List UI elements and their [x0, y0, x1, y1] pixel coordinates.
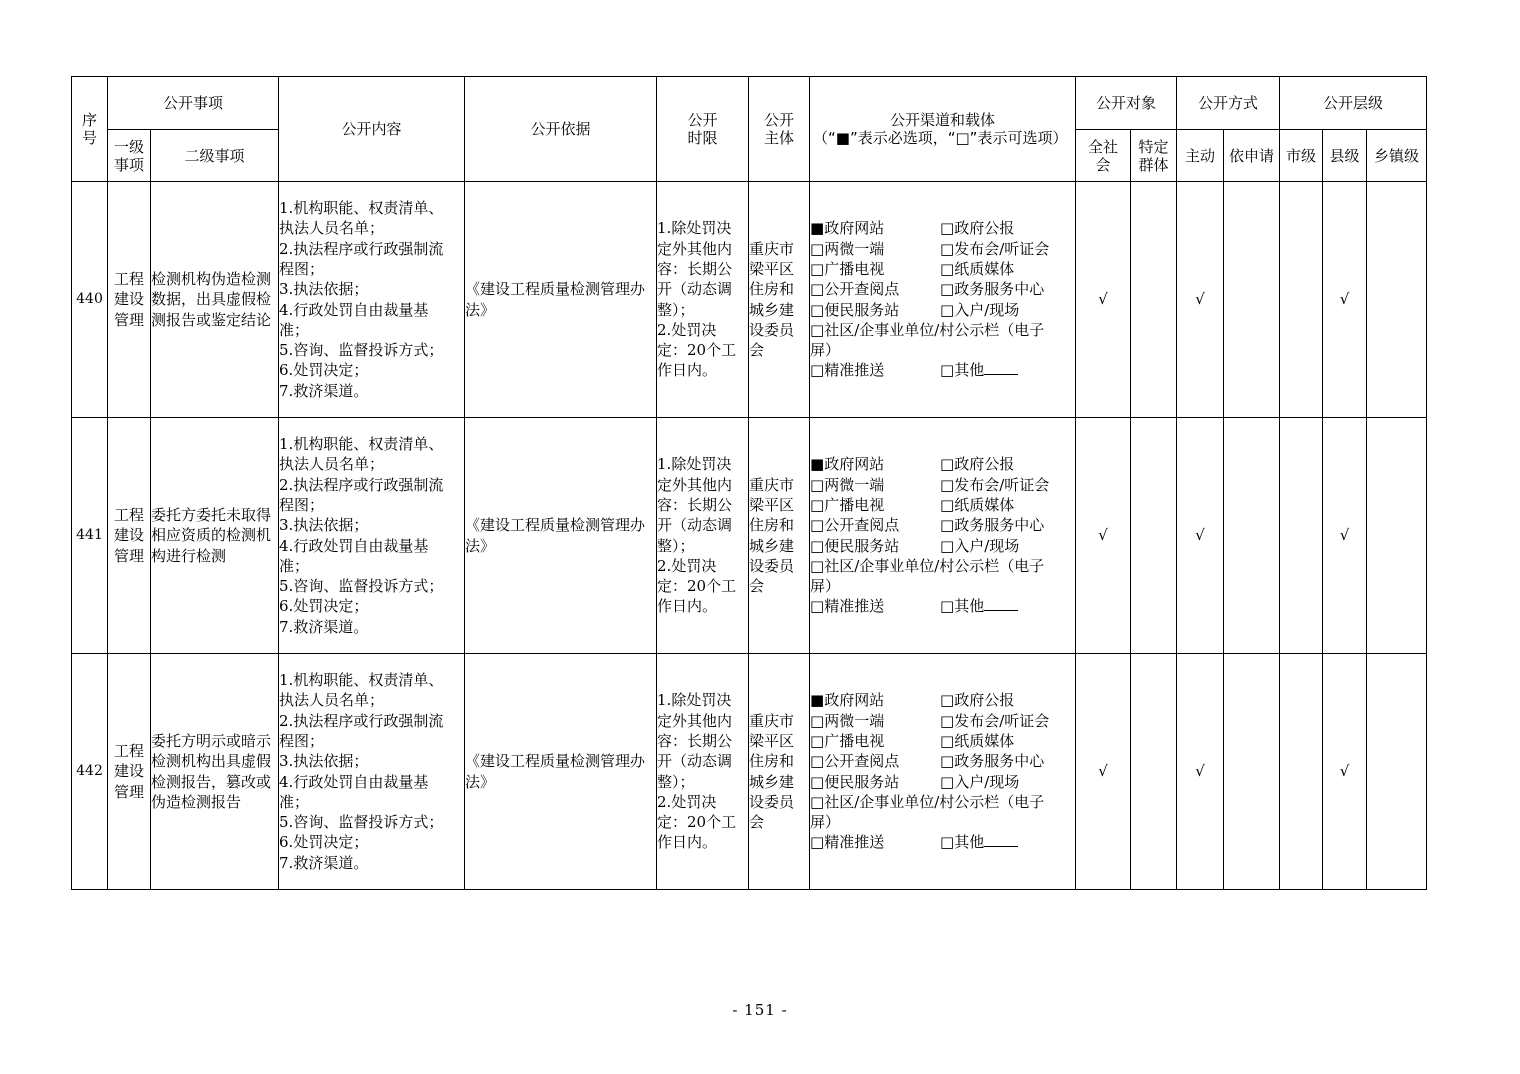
row-level1: 工程建设管理 [108, 418, 151, 654]
text-line: 重庆市 [749, 475, 795, 494]
text-line: 3.执法依据； [279, 280, 369, 299]
row-basis: 《建设工程质量检测管理办法》 [465, 418, 657, 654]
channel-other: □其他 [940, 833, 985, 852]
text-line: 住房和 [749, 516, 795, 535]
text-line: 准； [279, 792, 310, 811]
text-line: 定：20个工 [657, 813, 737, 832]
table-row [72, 418, 1427, 654]
text-line: 城乡建 [749, 536, 795, 555]
text-line: 2.处罚决 [657, 792, 717, 811]
row-specific [1131, 654, 1177, 890]
text-line: 5.咨询、监督投诉方式； [279, 577, 444, 596]
text-line: 1.机构职能、权责清单、 [279, 435, 444, 454]
channel-weibo-wechat: □两微一端 [810, 475, 885, 494]
header-level: 公开层级 [1280, 77, 1427, 130]
channel-other: □其他 [940, 597, 985, 616]
row-basis: 《建设工程质量检测管理办法》 [465, 182, 657, 418]
header-item: 公开事项 [108, 77, 279, 130]
text-line: 执法人员名单； [279, 219, 385, 238]
header-channel-note: （“■”表示必选项，“□”表示可选项） [813, 129, 1068, 147]
header-level2: 二级事项 [151, 130, 279, 182]
row-apply [1224, 418, 1280, 654]
text-line: 6.处罚决定； [279, 597, 369, 616]
row-apply [1224, 182, 1280, 418]
channel-weibo-wechat: □两微一端 [810, 711, 885, 730]
text-line: 4.行政处罚自由裁量基 [279, 300, 429, 319]
row-active: √ [1177, 654, 1224, 890]
row-level2: 检测机构伪造检测数据，出具虚假检测报告或鉴定结论 [151, 182, 279, 418]
channel-press-hearing: □发布会/听证会 [940, 711, 1050, 730]
channel-gov-website: ■政府网站 [810, 691, 885, 710]
channel-public-reading: □公开查阅点 [810, 516, 900, 535]
channel-bulletin-board-cont: 屏） [810, 813, 841, 832]
text-line: 开（动态调 [657, 752, 733, 771]
text-line: 容：长期公 [657, 731, 733, 750]
row-level2: 委托方委托未取得相应资质的检测机构进行检测 [151, 418, 279, 654]
text-line: 整）； [657, 772, 695, 791]
text-line: 城乡建 [749, 300, 795, 319]
row-specific [1131, 182, 1177, 418]
header-basis: 公开依据 [465, 77, 657, 182]
text-line: 2.处罚决 [657, 320, 717, 339]
header-target-specific: 特定群体 [1131, 130, 1177, 182]
text-line: 6.处罚决定； [279, 361, 369, 380]
channel-print-media: □纸质媒体 [940, 731, 1015, 750]
text-line: 7.救济渠道。 [279, 617, 369, 636]
text-line: 程图； [279, 259, 325, 278]
channel-service-center: □政务服务中心 [940, 516, 1045, 535]
text-line: 2.执法程序或行政强制流 [279, 711, 444, 730]
channel-public-reading: □公开查阅点 [810, 280, 900, 299]
row-seq: 442 [72, 654, 108, 890]
row-town [1367, 654, 1427, 890]
text-line: 整）； [657, 536, 695, 555]
channel-bulletin-board: □社区/企事业单位/村公示栏（电子 [810, 792, 1045, 811]
row-all-society: √ [1076, 418, 1131, 654]
header-mode-apply: 依申请 [1224, 130, 1280, 182]
row-time [657, 654, 749, 890]
text-line: 容：长期公 [657, 495, 733, 514]
header-channel [810, 77, 1076, 182]
text-line: 作日内。 [657, 361, 718, 380]
row-channels [810, 182, 1076, 418]
text-line: 准； [279, 320, 310, 339]
row-county: √ [1323, 654, 1367, 890]
text-line: 作日内。 [657, 597, 718, 616]
text-line: 梁平区 [749, 495, 795, 514]
channel-public-reading: □公开查阅点 [810, 752, 900, 771]
row-time [657, 418, 749, 654]
channel-door-to-door: □入户/现场 [940, 300, 1020, 319]
channel-print-media: □纸质媒体 [940, 495, 1015, 514]
channel-broadcast-tv: □广播电视 [810, 259, 885, 278]
channel-press-hearing: □发布会/听证会 [940, 239, 1050, 258]
row-level1: 工程建设管理 [108, 654, 151, 890]
channel-precise-push: □精准推送 [810, 361, 885, 380]
page-number: - 151 - [732, 1001, 788, 1019]
channel-other: □其他 [940, 361, 985, 380]
channel-broadcast-tv: □广播电视 [810, 731, 885, 750]
row-content [279, 654, 465, 890]
channel-service-center: □政务服务中心 [940, 280, 1045, 299]
text-line: 3.执法依据； [279, 752, 369, 771]
text-line: 2.执法程序或行政强制流 [279, 239, 444, 258]
row-city [1280, 182, 1323, 418]
channel-bulletin-board-cont: 屏） [810, 577, 841, 596]
text-line: 住房和 [749, 280, 795, 299]
text-line: 2.执法程序或行政强制流 [279, 475, 444, 494]
text-line: 开（动态调 [657, 280, 733, 299]
row-level2: 委托方明示或暗示检测机构出具虚假检测报告，篡改或伪造检测报告 [151, 654, 279, 890]
text-line: 作日内。 [657, 833, 718, 852]
text-line: 城乡建 [749, 772, 795, 791]
row-channels [810, 654, 1076, 890]
text-line: 容：长期公 [657, 259, 733, 278]
row-all-society: √ [1076, 654, 1131, 890]
channel-service-center: □政务服务中心 [940, 752, 1045, 771]
text-line: 定：20个工 [657, 341, 737, 360]
header-level-county: 县级 [1323, 130, 1367, 182]
row-seq: 441 [72, 418, 108, 654]
channel-gov-gazette: □政府公报 [940, 691, 1015, 710]
text-line: 程图； [279, 495, 325, 514]
row-level1: 工程建设管理 [108, 182, 151, 418]
text-line: 设委员 [749, 792, 795, 811]
channel-other-blank [984, 597, 1018, 611]
channel-weibo-wechat: □两微一端 [810, 239, 885, 258]
text-line: 梁平区 [749, 259, 795, 278]
text-line: 执法人员名单； [279, 455, 385, 474]
channel-gov-gazette: □政府公报 [940, 219, 1015, 238]
channel-gov-website: ■政府网站 [810, 455, 885, 474]
channel-gov-website: ■政府网站 [810, 219, 885, 238]
text-line: 5.咨询、监督投诉方式； [279, 813, 444, 832]
table-row [72, 182, 1427, 418]
row-county: √ [1323, 182, 1367, 418]
text-line: 1.机构职能、权责清单、 [279, 671, 444, 690]
text-line: 1.除处罚决 [657, 455, 732, 474]
text-line: 会 [749, 341, 765, 360]
text-line: 梁平区 [749, 731, 795, 750]
row-town [1367, 418, 1427, 654]
text-line: 定外其他内 [657, 239, 733, 258]
row-subject [749, 654, 810, 890]
table-header [72, 77, 1427, 182]
text-line: 1.机构职能、权责清单、 [279, 199, 444, 218]
text-line: 会 [749, 813, 765, 832]
channel-service-station: □便民服务站 [810, 772, 900, 791]
channel-press-hearing: □发布会/听证会 [940, 475, 1050, 494]
row-subject [749, 182, 810, 418]
channel-other-blank [984, 361, 1018, 375]
text-line: 准； [279, 556, 310, 575]
row-specific [1131, 418, 1177, 654]
text-line: 设委员 [749, 320, 795, 339]
header-seq: 序号 [72, 77, 108, 182]
channel-service-station: □便民服务站 [810, 300, 900, 319]
header-target: 公开对象 [1076, 77, 1177, 130]
row-active: √ [1177, 182, 1224, 418]
header-level1: 一级事项 [108, 130, 151, 182]
text-line: 3.执法依据； [279, 516, 369, 535]
text-line: 6.处罚决定； [279, 833, 369, 852]
row-channels [810, 418, 1076, 654]
text-line: 1.除处罚决 [657, 219, 732, 238]
text-line: 重庆市 [749, 711, 795, 730]
text-line: 重庆市 [749, 239, 795, 258]
text-line: 5.咨询、监督投诉方式； [279, 341, 444, 360]
row-content [279, 182, 465, 418]
text-line: 4.行政处罚自由裁量基 [279, 536, 429, 555]
text-line: 定外其他内 [657, 711, 733, 730]
text-line: 1.除处罚决 [657, 691, 732, 710]
row-subject [749, 418, 810, 654]
text-line: 定外其他内 [657, 475, 733, 494]
header-level-city: 市级 [1280, 130, 1323, 182]
text-line: 4.行政处罚自由裁量基 [279, 772, 429, 791]
channel-other-blank [984, 833, 1018, 847]
row-town [1367, 182, 1427, 418]
row-all-society: √ [1076, 182, 1131, 418]
channel-bulletin-board: □社区/企事业单位/村公示栏（电子 [810, 320, 1045, 339]
table-row [72, 654, 1427, 890]
header-mode: 公开方式 [1177, 77, 1280, 130]
row-seq: 440 [72, 182, 108, 418]
text-line: 2.处罚决 [657, 556, 717, 575]
channel-door-to-door: □入户/现场 [940, 772, 1020, 791]
channel-broadcast-tv: □广播电视 [810, 495, 885, 514]
text-line: 7.救济渠道。 [279, 853, 369, 872]
disclosure-table [71, 76, 1427, 890]
channel-precise-push: □精准推送 [810, 833, 885, 852]
text-line: 执法人员名单； [279, 691, 385, 710]
header-time: 公开时限 [657, 77, 749, 182]
header-mode-active: 主动 [1177, 130, 1224, 182]
row-apply [1224, 654, 1280, 890]
header-subject: 公开主体 [749, 77, 810, 182]
header-target-all: 全社会 [1076, 130, 1131, 182]
row-city [1280, 654, 1323, 890]
text-line: 7.救济渠道。 [279, 381, 369, 400]
row-basis: 《建设工程质量检测管理办法》 [465, 654, 657, 890]
channel-gov-gazette: □政府公报 [940, 455, 1015, 474]
channel-print-media: □纸质媒体 [940, 259, 1015, 278]
channel-service-station: □便民服务站 [810, 536, 900, 555]
text-line: 定：20个工 [657, 577, 737, 596]
channel-door-to-door: □入户/现场 [940, 536, 1020, 555]
row-city [1280, 418, 1323, 654]
row-time [657, 182, 749, 418]
row-content [279, 418, 465, 654]
channel-bulletin-board: □社区/企事业单位/村公示栏（电子 [810, 556, 1045, 575]
row-county: √ [1323, 418, 1367, 654]
text-line: 设委员 [749, 556, 795, 575]
header-channel-title: 公开渠道和载体 [890, 111, 996, 129]
header-content: 公开内容 [279, 77, 465, 182]
text-line: 会 [749, 577, 765, 596]
table-body [72, 182, 1427, 890]
header-level-town: 乡镇级 [1367, 130, 1427, 182]
text-line: 住房和 [749, 752, 795, 771]
text-line: 开（动态调 [657, 516, 733, 535]
channel-bulletin-board-cont: 屏） [810, 341, 841, 360]
row-active: √ [1177, 418, 1224, 654]
text-line: 程图； [279, 731, 325, 750]
text-line: 整）； [657, 300, 695, 319]
channel-precise-push: □精准推送 [810, 597, 885, 616]
